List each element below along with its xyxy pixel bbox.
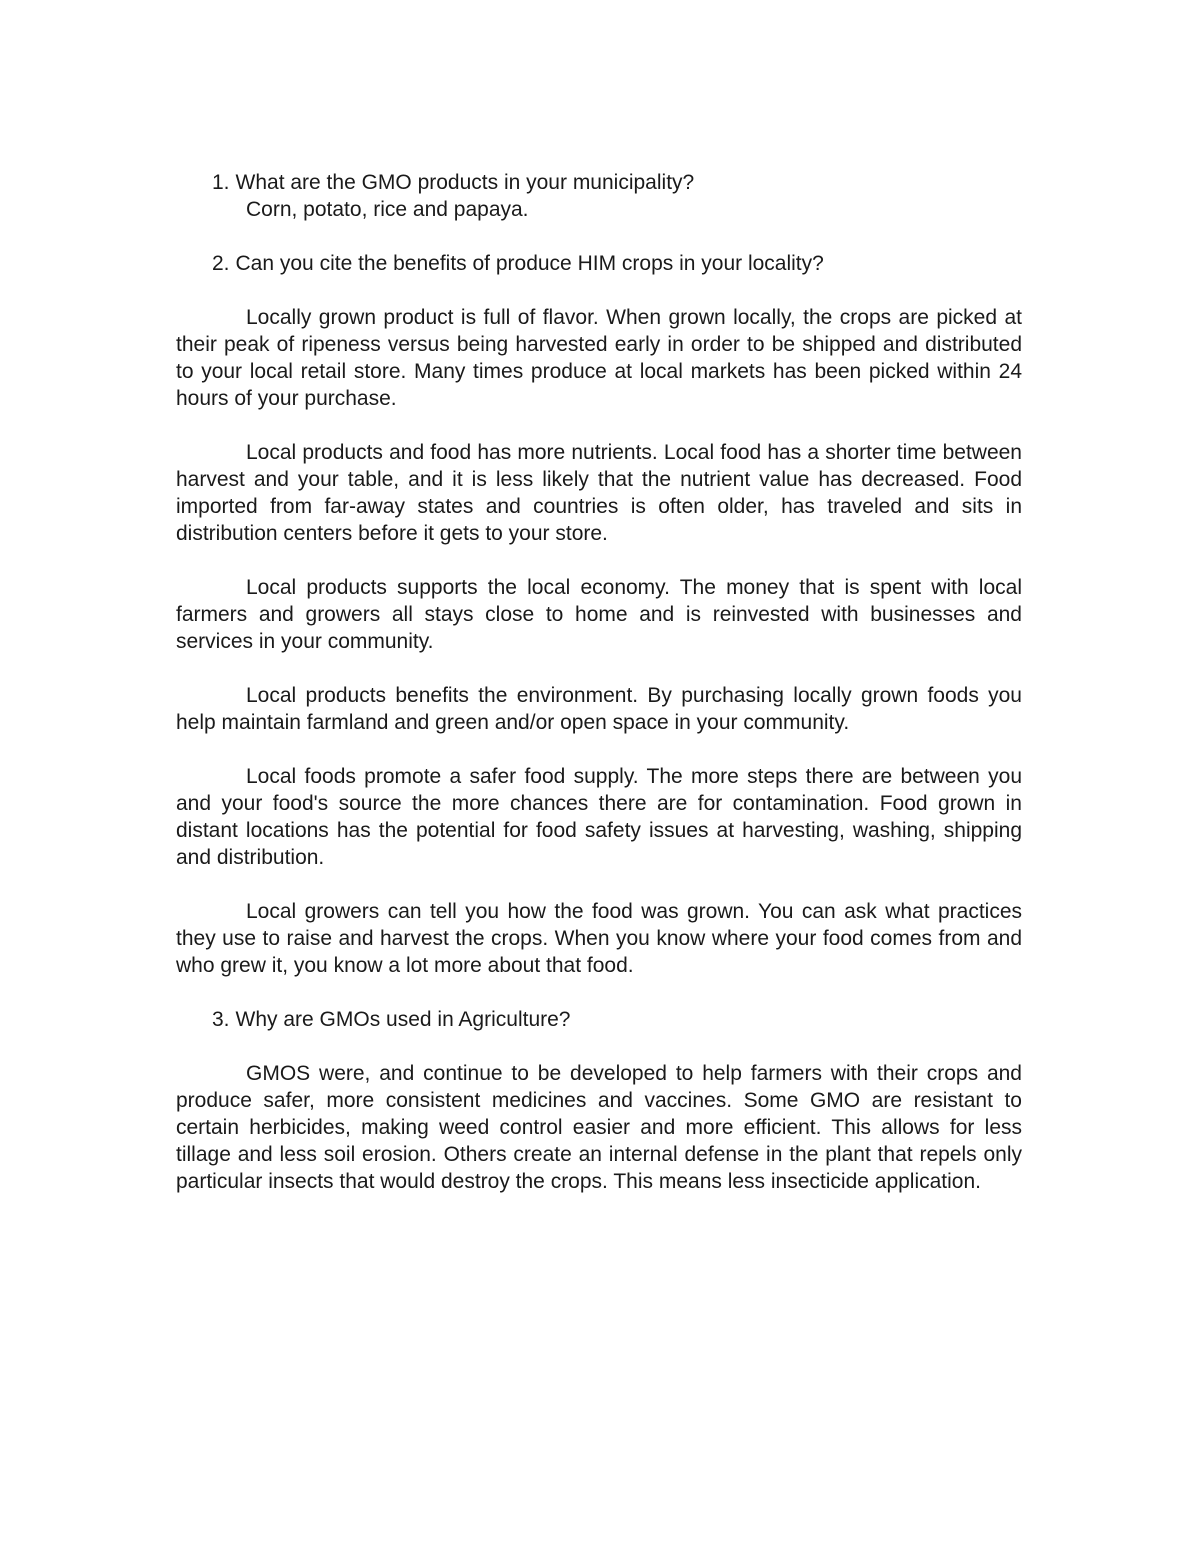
question-2 [176,250,1022,277]
question-2-number: 2. [212,252,230,275]
answer-2-paragraph-1: Locally grown product is full of flavor. When grown locally, the crops are picked at their peak of ripeness versus being harvested early in order to be shipped and distributed to your local retail store. Many times produce at local markets has been picked within 24 hours of your purchase. [176,306,1022,410]
answer-3-paragraph-1: GMOS were, and continue to be developed to help farmers with their crops and produce safer, more consistent medicines and vaccines. Some GMO are resistant to certain herbicides, making weed control easier and more efficient. This allows for less tillage and less soil erosion. Others create an internal defense in the plant that repels only particular insects that would destroy the crops. This means less insecticide application. [176,1062,1022,1193]
answer-1: Corn, potato, rice and papaya. [246,198,529,221]
question-1-number: 1. [212,171,230,194]
answer-2-paragraph-3: Local products supports the local economy. The money that is spent with local farmers and growers all stays close to home and is reinvested with businesses and services in your community. [176,576,1022,653]
document-page [176,169,1022,1195]
question-1 [176,169,1022,196]
question-3-number: 3. [212,1008,230,1031]
answer-2-paragraph-4: Local products benefits the environment. By purchasing locally grown foods you help maintain farmland and green and/or open space in your community. [176,684,1022,734]
question-3 [176,1006,1022,1033]
answer-2-paragraph-6: Local growers can tell you how the food was grown. You can ask what practices they use to raise and harvest the crops. When you know where your food comes from and who grew it, you know a lot more about that food. [176,900,1022,977]
question-3-text: Why are GMOs used in Agriculture? [235,1008,571,1031]
answer-2-paragraph-2: Local products and food has more nutrients. Local food has a shorter time between harvest and your table, and it is less likely that the nutrient value has decreased. Food imported from far-away states and countries is often older, has traveled and sits in distribution centers before it gets to your store. [176,441,1022,545]
question-1-text: What are the GMO products in your municipality? [235,171,695,194]
answer-2-paragraph-5: Local foods promote a safer food supply. The more steps there are between you and your food's source the more chances there are for contamination. Food grown in distant locations has the potential for food safety issues at harvesting, washing, shipping and distribution. [176,765,1022,869]
question-2-text: Can you cite the benefits of produce HIM crops in your locality? [235,252,824,275]
